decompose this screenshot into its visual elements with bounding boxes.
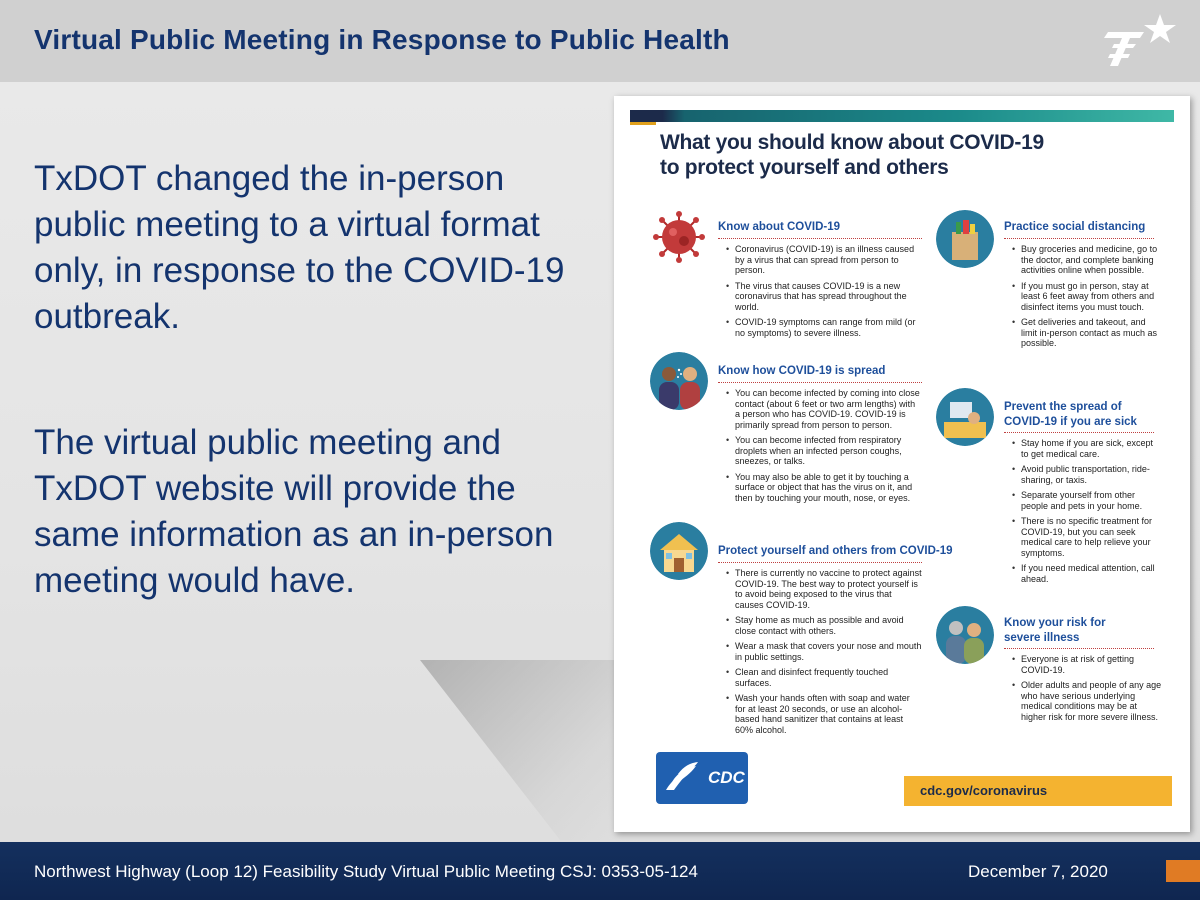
grocery-bag-icon [936,210,994,268]
footer-bar [0,842,1200,900]
list-item: • Clean and disinfect frequently touched surfaces. [726,667,922,688]
section-rule [718,238,922,239]
sick-person-icon [936,388,994,446]
footer-accent-block [1166,860,1200,882]
poster-top-bar [630,110,1174,122]
older-adults-icon [936,606,994,664]
list-item: • There is no specific treatment for COVID-19, but you can seek medical care to help relieve your symptoms. [1012,516,1162,558]
header-bar [0,0,1200,82]
cdc-logo-text: CDC [708,768,745,787]
txdot-logo-icon [1100,10,1184,70]
cdc-website-text: cdc.gov/coronavirus [920,783,1048,798]
section-rule [1004,648,1154,649]
list-item: • COVID-19 symptoms can range from mild (or no symptoms) to severe illness. [726,317,922,338]
list-item: • Stay home if you are sick, except to get medical care. [1012,438,1162,459]
section-rule [1004,432,1154,433]
section-heading-know-risk [1004,616,1106,646]
house-icon [650,522,708,580]
footer-project-name: Northwest Highway (Loop 12) Feasibility Study Virtual Public Meeting CSJ: 0353-05-124 [34,862,698,881]
section-heading-line: Prevent the spread of [1004,401,1122,413]
section-heading-social-distancing: Practice social distancing [1004,221,1146,233]
list-item: • The virus that causes COVID-19 is a new coronavirus that has spread throughout the world. [726,281,922,313]
section-list-know-how [726,388,922,508]
list-item: • Avoid public transportation, ride-sharing, or taxis. [1012,464,1162,485]
list-item: • If you need medical attention, call ahead. [1012,563,1162,584]
list-item: • Buy groceries and medicine, go to the doctor, and complete banking activities online when possible. [1012,244,1162,276]
poster-title-line2: to protect yourself and others [660,156,949,179]
poster-top-accent [630,122,656,125]
section-heading-line: COVID-19 if you are sick [1004,416,1137,428]
section-heading-line: severe illness [1004,632,1080,644]
cdc-logo [656,752,748,804]
hhs-eagle-icon [662,760,702,796]
paragraph-same-information: The virtual public meeting and TxDOT website will provide the same information as an in-person meeting would have. [34,423,554,600]
list-item: • Older adults and people of any age who have serious underlying medical conditions may be at higher risk for more severe illness. [1012,680,1162,722]
poster-title [660,130,1044,180]
page-title: Virtual Public Meeting in Response to Public Health [34,24,730,55]
poster-title-line1: What you should know about COVID-19 [660,131,1044,154]
list-item: • If you must go in person, stay at least 6 feet away from others and disinfect items you must touch. [1012,281,1162,313]
section-list-social-distancing [1012,244,1162,354]
list-item: • There is currently no vaccine to protect against COVID-19. The best way to protect yourself is to avoid being exposed to the virus that causes COVID-19. [726,568,922,610]
list-item: • Separate yourself from other people and pets in your home. [1012,490,1162,511]
cdc-covid-poster [614,96,1190,832]
section-heading-know-about: Know about COVID-19 [718,221,841,233]
list-item: • You may also be able to get it by touching a surface or object that has the virus on it, and then by touching your mouth, nose, or eyes. [726,472,922,504]
paragraph-virtual-format: TxDOT changed the in-person public meeting to a virtual format only, in response to the COVID-19 outbreak. [34,159,565,336]
virus-icon [650,208,708,266]
people-talking-icon [650,352,708,410]
section-list-protect [726,568,922,740]
section-list-prevent-spread [1012,438,1162,589]
cdc-website-banner [904,776,1172,806]
section-heading-prevent-spread [1004,400,1137,430]
list-item: • Stay home as much as possible and avoid close contact with others. [726,615,922,636]
footer-date: December 7, 2020 [968,862,1108,881]
section-list-know-about [726,244,922,343]
list-item: • Coronavirus (COVID-19) is an illness caused by a virus that can spread from person to person. [726,244,922,276]
section-rule [718,382,922,383]
section-rule [718,562,922,563]
section-rule [1004,238,1154,239]
list-item: • Wear a mask that covers your nose and mouth in public settings. [726,641,922,662]
list-item: • Wash your hands often with soap and water for at least 20 seconds, or use an alcohol-based hand sanitizer that contains at least 60% alcohol. [726,693,922,735]
section-heading-protect: Protect yourself and others from COVID-19 [718,545,953,557]
section-list-know-risk [1012,654,1162,727]
list-item: • You can become infected by coming into close contact (about 6 feet or two arm lengths) with a person who has COVID-19. COVID-19 is primarily spread from person to person. [726,388,922,430]
list-item: • Get deliveries and takeout, and limit in-person contact as much as possible. [1012,317,1162,349]
list-item: • You can become infected from respiratory droplets when an infected person coughs, sneezes, or talks. [726,435,922,467]
section-heading-line: Know your risk for [1004,617,1106,629]
section-heading-know-how: Know how COVID-19 is spread [718,365,886,377]
list-item: • Everyone is at risk of getting COVID-19. [1012,654,1162,675]
